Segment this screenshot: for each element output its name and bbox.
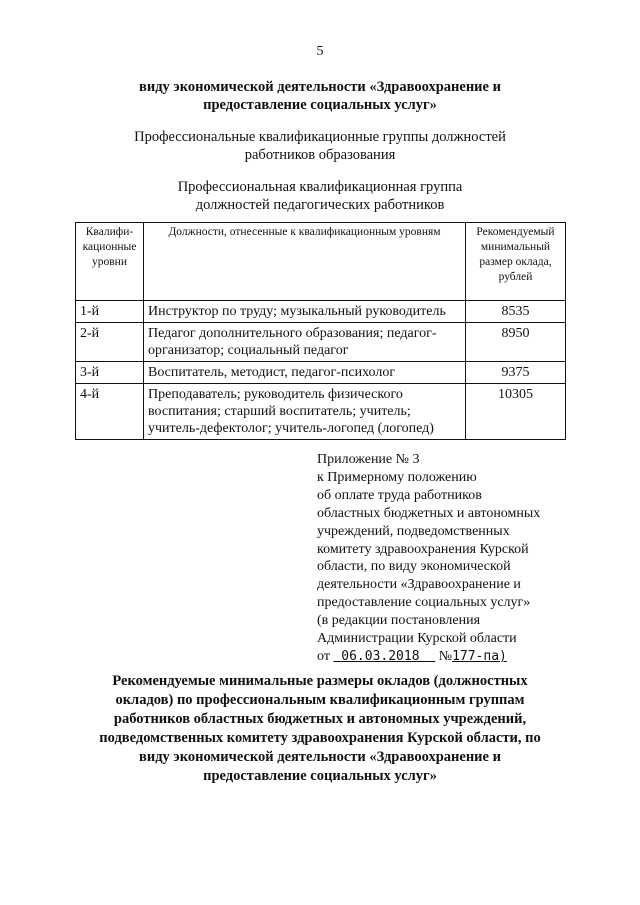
- row-salary: 8950: [466, 323, 566, 362]
- pedagogical-group-heading-line-2: должностей педагогических работников: [195, 197, 445, 213]
- continued-heading-line-1: виду экономической деятельности «Здравоохранение и: [139, 79, 501, 95]
- recommended-salaries-line: виду экономической деятельности «Здравоохранение и: [139, 749, 501, 765]
- row-salary: 8535: [466, 301, 566, 323]
- qualification-groups-heading-line-2: работников образования: [244, 147, 396, 163]
- row-level: 2-й: [76, 323, 144, 362]
- row-positions: Педагог дополнительного образования; педагог-организатор; социальный педагог: [144, 323, 466, 362]
- row-level: 1-й: [76, 301, 144, 323]
- appendix-line: к Примерному положению: [317, 469, 477, 485]
- header-positions: Должности, отнесенные к квалификационным уровням: [144, 223, 466, 301]
- row-level: 3-й: [76, 362, 144, 384]
- appendix-block: [317, 451, 577, 666]
- document-date: [333, 649, 435, 664]
- table-row: [76, 301, 566, 323]
- appendix-line: области, по виду экономической: [317, 559, 511, 575]
- table-row: [76, 323, 566, 362]
- continued-heading-line-2: предоставление социальных услуг»: [203, 97, 437, 113]
- row-level: 4-й: [76, 384, 144, 440]
- appendix-line: предоставление социальных услуг»: [317, 595, 531, 611]
- recommended-salaries-line: подведомственных комитету здравоохранения Курской области, по: [99, 730, 541, 746]
- pedagogical-group-heading: [60, 178, 580, 214]
- recommended-salaries-line: Рекомендуемые минимальные размеры окладов (должностных: [112, 673, 528, 689]
- appendix-line: Администрации Курской области: [317, 631, 517, 647]
- appendix-line: об оплате труда работников: [317, 487, 482, 503]
- table-row: [76, 362, 566, 384]
- recommended-salaries-line: окладов) по профессиональным квалификационным группам: [115, 692, 525, 708]
- table-row: [76, 384, 566, 440]
- salary-table: [75, 222, 566, 440]
- table-header-row: [76, 223, 566, 301]
- header-level: Квалифи- кационные уровни: [76, 223, 144, 301]
- qualification-groups-heading-line-1: Профессиональные квалификационные группы должностей: [134, 129, 506, 145]
- recommended-salaries-line: предоставление социальных услуг»: [203, 768, 437, 784]
- appendix-line: Приложение № 3: [317, 452, 420, 467]
- page-number: 5: [316, 44, 324, 59]
- row-salary: 9375: [466, 362, 566, 384]
- document-date-value: 06.03.2018: [341, 648, 420, 664]
- recommended-salaries-line: работников областных бюджетных и автономных учреждений,: [113, 711, 527, 727]
- appendix-date-line: [317, 648, 577, 666]
- date-prefix: от: [317, 648, 330, 664]
- number-prefix: №: [438, 648, 453, 664]
- header-salary: Рекомендуемый минимальный размер оклада, рублей: [466, 223, 566, 301]
- row-positions: Преподаватель; руководитель физического воспитания; старший воспитатель; учитель; учитель-дефектолог; учитель-логопед (логопед): [144, 384, 466, 440]
- appendix-line: деятельности «Здравоохранение и: [317, 577, 521, 593]
- appendix-line: (в редакции постановления: [317, 613, 481, 629]
- document-number: 177-па): [452, 648, 507, 664]
- qualification-groups-heading: [60, 128, 580, 164]
- recommended-salaries-heading: [70, 672, 570, 786]
- row-positions: Воспитатель, методист, педагог-психолог: [144, 362, 466, 384]
- appendix-line: областных бюджетных и автономных: [317, 505, 541, 521]
- continued-heading: [60, 78, 580, 114]
- row-positions: Инструктор по труду; музыкальный руководитель: [144, 301, 466, 323]
- row-salary: 10305: [466, 384, 566, 440]
- appendix-line: комитету здравоохранения Курской: [317, 541, 529, 557]
- pedagogical-group-heading-line-1: Профессиональная квалификационная группа: [177, 179, 463, 195]
- appendix-line: учреждений, подведомственных: [317, 523, 510, 539]
